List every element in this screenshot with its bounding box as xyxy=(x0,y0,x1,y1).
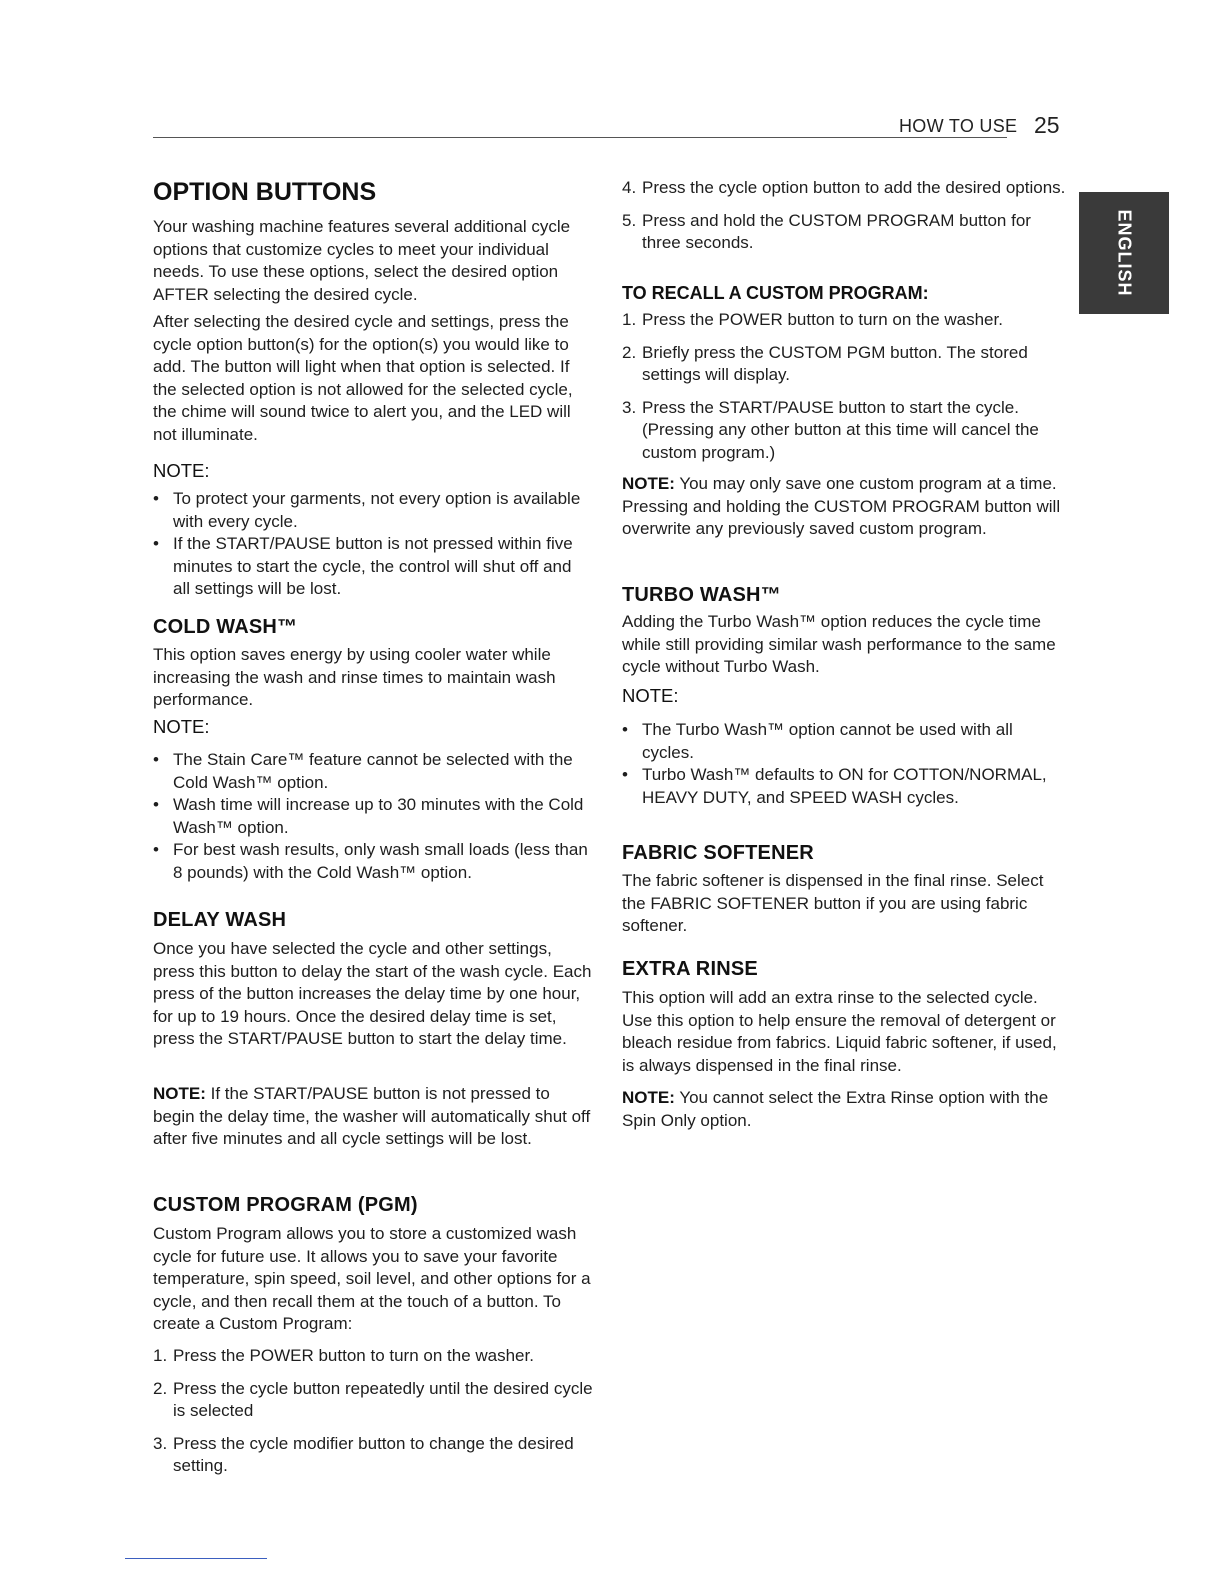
option-buttons-notes xyxy=(153,488,593,601)
list-item: • To protect your garments, not every option is available with every cycle. xyxy=(153,488,593,533)
step-text: Press the cycle option button to add the desired options. xyxy=(642,178,1066,197)
fabric-softener-para: The fabric softener is dispensed in the final rinse. Select the FABRIC SOFTENER button if you are using fabric softener. xyxy=(622,871,1044,935)
list-item: • The Stain Care™ feature cannot be selected with the Cold Wash™ option. xyxy=(153,749,593,794)
step-number: 4. xyxy=(622,178,637,197)
recall-note xyxy=(622,473,1067,541)
extra-rinse-note xyxy=(622,1087,1067,1132)
step-text: Press the POWER button to turn on the washer. xyxy=(173,1346,534,1365)
list-item xyxy=(153,1345,593,1368)
step-number: 1. xyxy=(622,310,637,329)
list-item: • The Turbo Wash™ option cannot be used with all cycles. xyxy=(622,719,1067,764)
step-text: Press the START/PAUSE button to start the cycle. (Pressing any other button at this time will cancel the custom program.) xyxy=(642,397,1039,462)
step-number: 1. xyxy=(153,1346,168,1365)
list-item xyxy=(622,210,1067,255)
cold-wash-notes xyxy=(153,749,593,884)
note-label: NOTE: xyxy=(622,474,675,493)
step-number: 2. xyxy=(622,342,637,362)
step-text: Press the POWER button to turn on the washer. xyxy=(642,310,1003,329)
extra-rinse-para: This option will add an extra rinse to the selected cycle. Use this option to help ensure the removal of detergent or bleach residue from fabrics. Liquid fabric softener, if used, is always dispensed in the final rinse. xyxy=(622,988,1057,1075)
list-item xyxy=(153,1378,593,1423)
list-item: • Wash time will increase up to 30 minutes with the Cold Wash™ option. xyxy=(153,794,593,839)
step-number: 3. xyxy=(622,397,637,417)
turbo-wash-para: Adding the Turbo Wash™ option reduces the cycle time while still providing similar wash performance to the same cycle without Turbo Wash. xyxy=(622,612,1056,676)
page-number: 25 xyxy=(1034,112,1060,138)
cold-wash-title: COLD WASH™ xyxy=(153,616,298,638)
turbo-wash-note-label: NOTE: xyxy=(622,685,679,706)
list-item xyxy=(153,1433,593,1478)
custom-program-steps xyxy=(153,1345,593,1478)
custom-program-para: Custom Program allows you to store a customized wash cycle for future use. It allows you to save your favorite temperature, spin speed, soil level, and other options for a cycle, and then recall them at the touch of a button. To create a Custom Program: xyxy=(153,1224,591,1333)
custom-program-steps-continued xyxy=(622,177,1067,255)
cold-wash-note-label: NOTE: xyxy=(153,716,210,737)
fabric-softener-title: FABRIC SOFTENER xyxy=(622,842,814,864)
note-text: You may only save one custom program at a time. Pressing and holding the CUSTOM PROGRAM button will overwrite any previously saved custom program. xyxy=(622,474,1061,538)
header-section-title: HOW TO USE xyxy=(899,116,1018,136)
step-text: Press and hold the CUSTOM PROGRAM button for three seconds. xyxy=(642,210,1031,252)
header-divider xyxy=(153,137,1007,138)
step-number: 3. xyxy=(153,1433,168,1453)
note-label: NOTE: xyxy=(153,1084,206,1103)
delay-wash-note xyxy=(153,1083,593,1151)
turbo-wash-title: TURBO WASH™ xyxy=(622,584,781,606)
step-text: Press the cycle button repeatedly until the desired cycle is selected xyxy=(173,1378,593,1420)
step-number: 2. xyxy=(153,1378,168,1398)
list-item: • If the START/PAUSE button is not pressed within five minutes to start the cycle, the control will shut off and all settings will be lost. xyxy=(153,533,593,601)
list-item xyxy=(622,342,1067,387)
custom-program-title: CUSTOM PROGRAM (PGM) xyxy=(153,1194,418,1216)
list-item xyxy=(622,177,1067,200)
option-buttons-note-label: NOTE: xyxy=(153,460,210,481)
language-tab xyxy=(1079,192,1169,314)
option-buttons-para1: Your washing machine features several additional cycle options that customize cycles to meet your individual needs. To use these options, select the desired option AFTER selecting the desired cycle. xyxy=(153,217,571,304)
note-text: You cannot select the Extra Rinse option with the Spin Only option. xyxy=(622,1088,1049,1130)
note-text: If the START/PAUSE button is not pressed to begin the delay time, the washer will automatically shut off after five minutes and all cycle settings will be lost. xyxy=(153,1084,591,1148)
option-buttons-title: OPTION BUTTONS xyxy=(153,178,377,206)
language-tab-label: ENGLISH xyxy=(1114,209,1135,297)
footer-link-underline xyxy=(125,1558,267,1559)
note-label: NOTE: xyxy=(622,1088,675,1107)
turbo-wash-notes xyxy=(622,719,1067,809)
extra-rinse-title: EXTRA RINSE xyxy=(622,958,758,980)
recall-title: TO RECALL A CUSTOM PROGRAM: xyxy=(622,283,929,303)
list-item xyxy=(622,397,1067,465)
delay-wash-title: DELAY WASH xyxy=(153,909,287,931)
recall-steps xyxy=(622,309,1067,464)
option-buttons-para2: After selecting the desired cycle and settings, press the cycle option button(s) for the option(s) you would like to add. The button will light when that option is selected. If the selected option is not allowed for the selected cycle, the chime will sound twice to alert you, and the LED will not illuminate. xyxy=(153,312,573,444)
step-number: 5. xyxy=(622,210,637,230)
step-text: Press the cycle modifier button to change the desired setting. xyxy=(173,1433,574,1475)
step-text: Briefly press the CUSTOM PGM button. The stored settings will display. xyxy=(642,342,1028,384)
list-item xyxy=(622,309,1067,332)
list-item: • For best wash results, only wash small loads (less than 8 pounds) with the Cold Wash™ option. xyxy=(153,839,593,884)
cold-wash-para: This option saves energy by using cooler water while increasing the wash and rinse times to maintain wash performance. xyxy=(153,645,556,709)
list-item: • Turbo Wash™ defaults to ON for COTTON/NORMAL, HEAVY DUTY, and SPEED WASH cycles. xyxy=(622,764,1067,809)
delay-wash-para: Once you have selected the cycle and other settings, press this button to delay the start of the wash cycle. Each press of the button increases the delay time by one hour, for up to 19 hours. Once the desired delay time is set, press the START/PAUSE button to start the delay time. xyxy=(153,939,592,1048)
